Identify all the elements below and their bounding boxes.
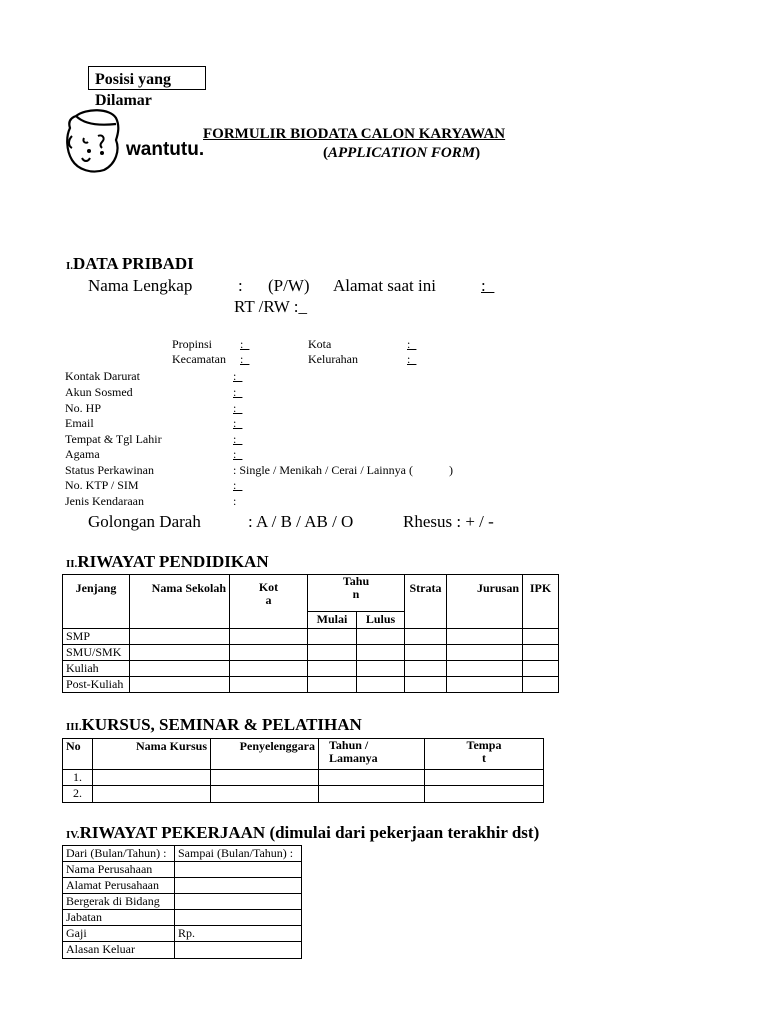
rtrw-field[interactable]: RT /RW :_ bbox=[234, 297, 307, 316]
header-jenjang: Jenjang bbox=[63, 575, 130, 629]
nama-lengkap-label: Nama Lengkap bbox=[88, 276, 193, 295]
jenjang-cell: SMP bbox=[63, 629, 130, 645]
jenjang-cell: SMU/SMK bbox=[63, 645, 130, 661]
propinsi-label: Propinsi bbox=[172, 337, 213, 351]
row-label: Nama Perusahaan bbox=[63, 862, 175, 878]
jenjang-cell: Kuliah bbox=[63, 661, 130, 677]
row-label: Alasan Keluar bbox=[63, 942, 175, 959]
header-kota: Kot a bbox=[230, 575, 308, 629]
field-value[interactable]: :_ bbox=[233, 401, 243, 415]
table-cell[interactable] bbox=[211, 770, 319, 786]
header-lulus: Lulus bbox=[357, 612, 405, 629]
table-cell[interactable] bbox=[93, 770, 211, 786]
table-cell[interactable] bbox=[523, 645, 559, 661]
table-cell[interactable] bbox=[230, 645, 308, 661]
table-cell[interactable] bbox=[447, 629, 523, 645]
alamat-field[interactable]: :_ bbox=[481, 276, 495, 295]
table-row bbox=[63, 645, 559, 661]
row-value[interactable]: Rp. bbox=[175, 926, 302, 942]
table-cell[interactable] bbox=[308, 661, 357, 677]
table-cell[interactable] bbox=[447, 677, 523, 693]
table-row bbox=[63, 786, 544, 803]
header-nama-kursus: Nama Kursus bbox=[93, 739, 211, 770]
header-tahun-lamanya: Tahun / Lamanya bbox=[319, 739, 425, 770]
table-row bbox=[63, 661, 559, 677]
table-row bbox=[63, 770, 544, 786]
gender-pw: (P/W) bbox=[268, 276, 310, 295]
field-label: Agama bbox=[65, 447, 100, 461]
row-label: Gaji bbox=[63, 926, 175, 942]
field-label: Status Perkawinan bbox=[65, 463, 154, 477]
rhesus-options[interactable]: Rhesus : + / - bbox=[403, 512, 494, 531]
table-row bbox=[63, 862, 302, 878]
table-cell[interactable] bbox=[230, 661, 308, 677]
table-cell[interactable] bbox=[425, 770, 544, 786]
row-value[interactable] bbox=[175, 862, 302, 878]
table-cell[interactable] bbox=[523, 661, 559, 677]
field-value[interactable]: : bbox=[233, 494, 237, 508]
table-cell[interactable] bbox=[130, 645, 230, 661]
table-cell[interactable] bbox=[130, 661, 230, 677]
field-value[interactable]: :_ bbox=[233, 416, 243, 430]
table-cell[interactable] bbox=[405, 677, 447, 693]
table-row bbox=[63, 910, 302, 926]
table-cell[interactable] bbox=[405, 661, 447, 677]
row-value[interactable] bbox=[175, 878, 302, 894]
field-label: No. HP bbox=[65, 401, 102, 415]
field-label: Tempat & Tgl Lahir bbox=[65, 432, 162, 446]
header-no: No bbox=[63, 739, 93, 770]
dari-label[interactable]: Dari (Bulan/Tahun) : bbox=[63, 846, 175, 862]
table-cell[interactable] bbox=[447, 661, 523, 677]
row-value[interactable] bbox=[175, 894, 302, 910]
row-value[interactable] bbox=[175, 910, 302, 926]
field-label: No. KTP / SIM bbox=[65, 478, 139, 492]
sampai-label[interactable]: Sampai (Bulan/Tahun) : bbox=[175, 846, 302, 862]
table-cell[interactable] bbox=[211, 786, 319, 803]
kelurahan-field[interactable]: :_ bbox=[407, 352, 417, 366]
table-cell[interactable] bbox=[447, 645, 523, 661]
wantutu-face-logo-icon bbox=[62, 106, 126, 174]
header-tahun: Tahu n bbox=[308, 575, 405, 612]
table-row bbox=[63, 942, 302, 959]
table-cell[interactable] bbox=[308, 677, 357, 693]
table-cell[interactable] bbox=[523, 629, 559, 645]
form-subtitle: (APPLICATION FORM) bbox=[323, 145, 481, 161]
table-row bbox=[63, 677, 559, 693]
nama-lengkap-colon: : bbox=[238, 276, 243, 295]
alamat-label: Alamat saat ini bbox=[333, 276, 436, 295]
section-heading-riwayat-pendidikan: II.RIWAYAT PENDIDIKAN bbox=[66, 552, 269, 571]
table-cell[interactable] bbox=[230, 629, 308, 645]
jenjang-cell: Post-Kuliah bbox=[63, 677, 130, 693]
form-title: FORMULIR BIODATA CALON KARYAWAN bbox=[203, 126, 506, 142]
header-penyelenggara: Penyelenggara bbox=[211, 739, 319, 770]
kecamatan-label: Kecamatan bbox=[172, 352, 226, 366]
education-table bbox=[62, 574, 559, 693]
field-label: Akun Sosmed bbox=[65, 385, 133, 399]
header-mulai: Mulai bbox=[308, 612, 357, 629]
table-cell[interactable] bbox=[405, 629, 447, 645]
pekerjaan-table bbox=[62, 845, 302, 959]
table-cell[interactable] bbox=[319, 770, 425, 786]
table-cell[interactable] bbox=[130, 629, 230, 645]
golongan-darah-options[interactable]: : A / B / AB / O bbox=[248, 512, 354, 531]
section-heading-data-pribadi: I.DATA PRIBADI bbox=[66, 254, 194, 273]
field-value[interactable]: :_ bbox=[233, 447, 243, 461]
row-label: Jabatan bbox=[63, 910, 175, 926]
field-value[interactable]: :_ bbox=[233, 432, 243, 446]
header-jurusan: Jurusan bbox=[447, 575, 523, 629]
table-cell[interactable] bbox=[357, 629, 405, 645]
table-cell[interactable] bbox=[357, 645, 405, 661]
field-value[interactable]: :_ bbox=[233, 478, 243, 492]
table-cell[interactable] bbox=[425, 786, 544, 803]
posisi-label-line1: Posisi yang bbox=[95, 71, 172, 88]
table-row bbox=[63, 894, 302, 910]
field-value[interactable]: :_ bbox=[233, 369, 243, 383]
row-number: 1. bbox=[63, 770, 93, 786]
row-label: Bergerak di Bidang bbox=[63, 894, 175, 910]
table-cell[interactable] bbox=[357, 661, 405, 677]
logo-wordmark: wantutu. bbox=[126, 139, 205, 160]
table-cell[interactable] bbox=[405, 645, 447, 661]
kursus-table bbox=[62, 738, 544, 803]
field-value[interactable]: :_ bbox=[233, 385, 243, 399]
table-row bbox=[63, 926, 302, 942]
kota-field[interactable]: :_ bbox=[407, 337, 417, 351]
table-cell[interactable] bbox=[230, 677, 308, 693]
golongan-darah-label: Golongan Darah bbox=[88, 512, 201, 531]
field-label: Kontak Darurat bbox=[65, 369, 140, 383]
kelurahan-label: Kelurahan bbox=[308, 352, 358, 366]
section-heading-riwayat-pekerjaan: IV.RIWAYAT PEKERJAAN (dimulai dari pekerjaan terakhir dst) bbox=[66, 823, 540, 842]
field-value[interactable]: : Single / Menikah / Cerai / Lainnya ( ) bbox=[233, 463, 453, 477]
kota-label: Kota bbox=[308, 337, 332, 351]
table-row bbox=[63, 878, 302, 894]
table-cell[interactable] bbox=[308, 629, 357, 645]
table-cell[interactable] bbox=[130, 677, 230, 693]
section-heading-kursus: III.KURSUS, SEMINAR & PELATIHAN bbox=[66, 715, 362, 734]
row-value[interactable] bbox=[175, 942, 302, 959]
table-cell[interactable] bbox=[523, 677, 559, 693]
posisi-label-line2: Dilamar bbox=[95, 92, 152, 109]
propinsi-field[interactable]: :_ bbox=[240, 337, 250, 351]
kecamatan-field[interactable]: :_ bbox=[240, 352, 250, 366]
table-cell[interactable] bbox=[93, 786, 211, 803]
field-label: Email bbox=[65, 416, 94, 430]
field-label: Jenis Kendaraan bbox=[65, 494, 144, 508]
header-ipk: IPK bbox=[523, 575, 559, 629]
table-cell[interactable] bbox=[357, 677, 405, 693]
table-cell[interactable] bbox=[319, 786, 425, 803]
header-tempat: Tempa t bbox=[425, 739, 544, 770]
header-strata: Strata bbox=[405, 575, 447, 629]
row-label: Alamat Perusahaan bbox=[63, 878, 175, 894]
table-row bbox=[63, 629, 559, 645]
row-number: 2. bbox=[63, 786, 93, 803]
header-nama-sekolah: Nama Sekolah bbox=[130, 575, 230, 629]
table-cell[interactable] bbox=[308, 645, 357, 661]
